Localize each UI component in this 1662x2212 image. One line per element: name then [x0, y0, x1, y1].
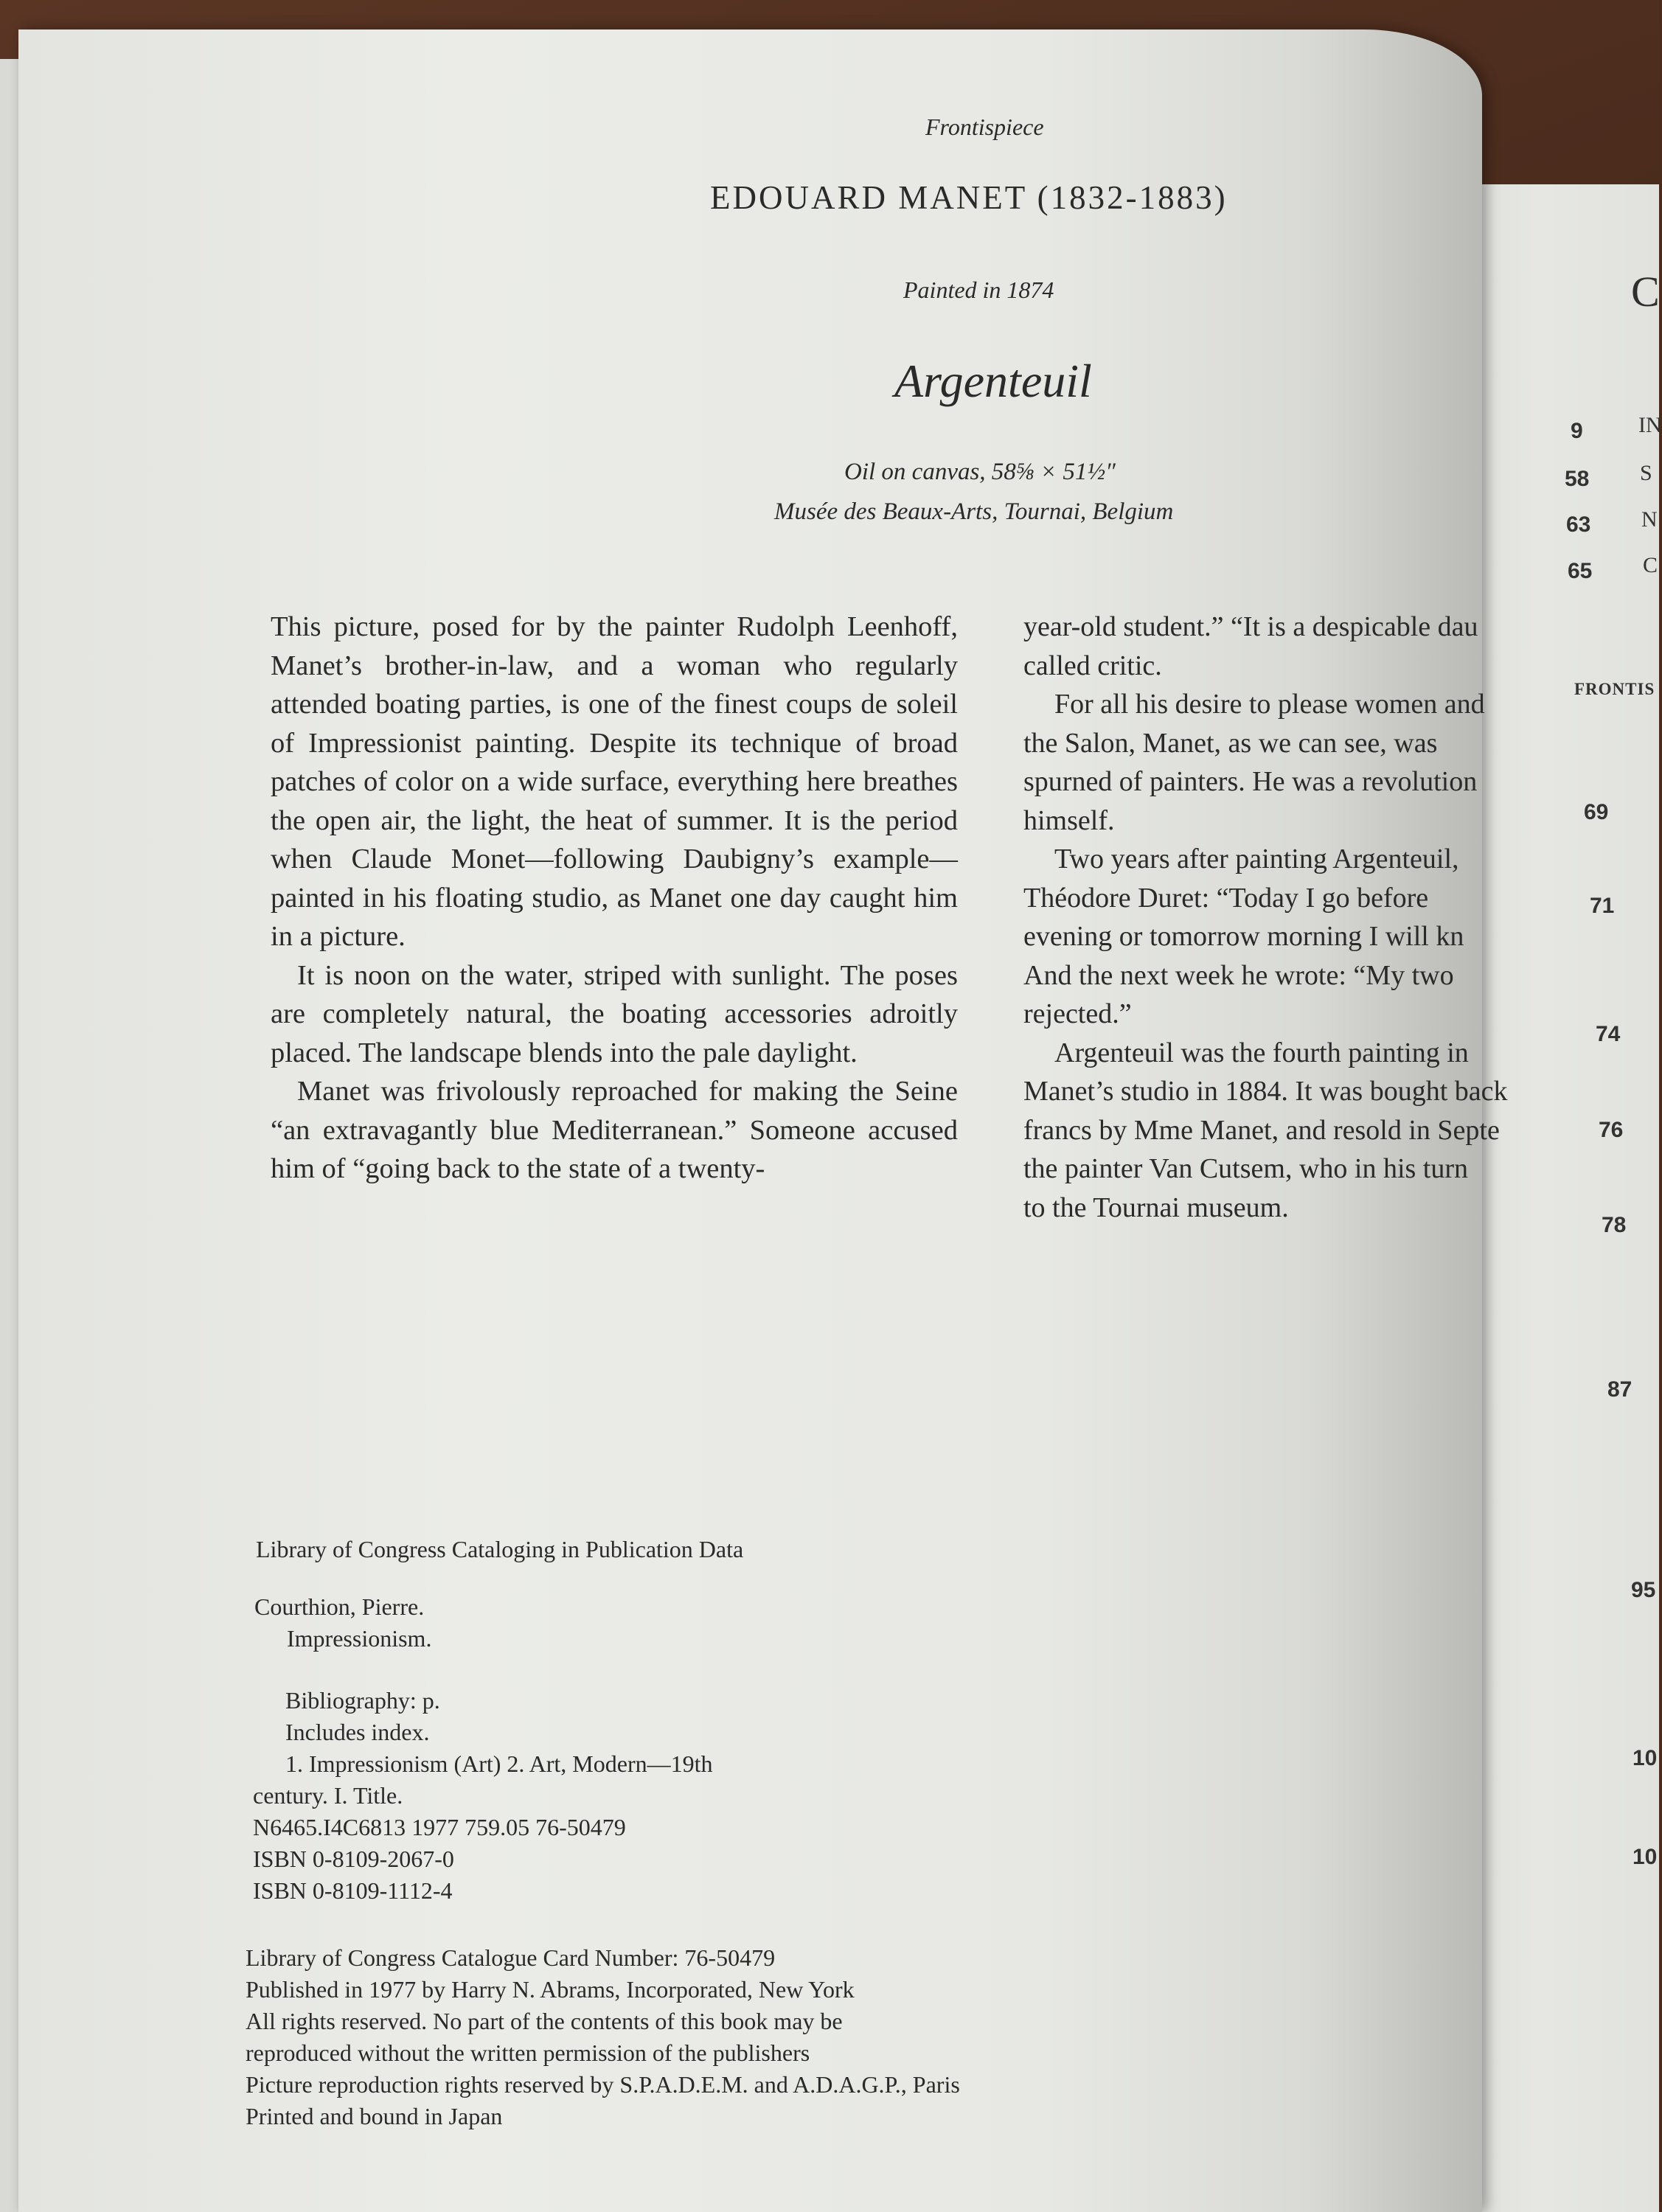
cip-line: Includes index.	[285, 1719, 430, 1745]
toc-entry-letter: IN	[1638, 413, 1662, 437]
artist-name: EDOUARD MANET (1832-1883)	[710, 179, 1228, 216]
book-page	[18, 29, 1508, 2212]
cip-line: century. I. Title.	[253, 1782, 403, 1809]
text-line: to the Tournai museum.	[1023, 1192, 1289, 1223]
text-line: Argenteuil was the fourth painting in	[1054, 1037, 1469, 1068]
publication-line: All rights reserved. No part of the contents of this book may be	[246, 2008, 843, 2034]
frontispiece-header: Frontispiece	[925, 114, 1044, 140]
text-line: evening or tomorrow morning I will kn	[1023, 921, 1464, 952]
painted-date: Painted in 1874	[903, 276, 1054, 303]
frontispiece-label: FRONTIS	[1574, 680, 1655, 698]
text-line: the painter Van Cutsem, who in his turn	[1023, 1153, 1469, 1184]
paragraph: It is noon on the water, striped with sunlight. The poses are completely natural, the boating accessories adroitly placed. The landscape blends into the pale daylight.	[271, 959, 958, 1068]
page-number: 74	[1596, 1022, 1621, 1046]
cip-line: ISBN 0-8109-1112-4	[253, 1877, 453, 1904]
text-line: For all his desire to please women and	[1054, 689, 1485, 720]
toc-number: 65	[1568, 559, 1593, 583]
page-number: 87	[1607, 1377, 1633, 1402]
cip-line: Bibliography: p.	[285, 1687, 440, 1714]
cip-author-block	[254, 1591, 431, 1655]
body-text-right-column	[1023, 608, 1508, 1227]
toc-number: 63	[1566, 512, 1591, 537]
text-line: himself.	[1023, 804, 1115, 836]
publication-info	[246, 1942, 960, 2132]
text-line: Manet’s studio in 1884. It was bought back	[1023, 1076, 1508, 1107]
toc-number: 58	[1565, 467, 1590, 491]
publication-line: Picture reproduction rights reserved by S.P.A.D.E.M. and A.D.A.G.P., Paris	[246, 2071, 960, 2098]
page-number: 10	[1633, 1746, 1658, 1770]
text-line: Two years after painting Argenteuil,	[1054, 844, 1459, 874]
paragraph: Manet was frivolously reproached for making the Seine “an extravagantly blue Mediterranean.” Someone accused him of “going back to the state of a twenty-	[271, 1076, 958, 1184]
text-line: And the next week he wrote: “My two	[1023, 959, 1454, 991]
page-number: 76	[1599, 1118, 1624, 1142]
cip-work-title: Impressionism.	[287, 1625, 432, 1652]
painting-location: Musée des Beaux-Arts, Tournai, Belgium	[774, 498, 1174, 525]
text-line: rejected.”	[1023, 998, 1132, 1029]
publication-line: Published in 1977 by Harry N. Abrams, Incorporated, New York	[246, 1976, 855, 2003]
painting-medium: Oil on canvas, 58⅝ × 51½″	[844, 459, 1116, 485]
publication-line: Library of Congress Catalogue Card Number: 76-50479	[246, 1944, 776, 1971]
page-number: 10	[1633, 1845, 1658, 1869]
right-page-heading-letter: C	[1631, 268, 1660, 316]
publication-line: Printed and bound in Japan	[246, 2103, 503, 2129]
toc-number: 9	[1571, 419, 1583, 443]
text-line: Théodore Duret: “Today I go before	[1023, 882, 1429, 914]
text-line: spurned of painters. He was a revolution	[1023, 766, 1478, 797]
cip-details	[253, 1685, 713, 1907]
cip-line: N6465.I4C6813 1977 759.05 76-50479	[253, 1814, 626, 1840]
page-number: 69	[1584, 800, 1609, 824]
body-text-left-column	[271, 608, 958, 1189]
paragraph: This picture, posed for by the painter Rudolph Leenhoff, Manet’s brother-in-law, and a woman who regularly attended boating parties, is one of the finest coups de soleil of Impressionist painting. Despite its technique of broad patches of color on a wide surface, everything here breathes the open air, the light, the heat of summer. It is the period when Claude Monet—following Daubigny’s example—painted in his floating studio, as Manet one day caught him in a picture.	[271, 611, 958, 952]
toc-entry-letter: C	[1643, 553, 1658, 577]
page-number: 78	[1602, 1213, 1627, 1237]
left-page-edge	[0, 59, 21, 2212]
painting-title: Argenteuil	[894, 355, 1092, 407]
publication-line: reproduced without the written permission of the publishers	[246, 2039, 810, 2066]
page-number: 71	[1590, 894, 1615, 918]
cip-heading: Library of Congress Cataloging in Publication Data	[256, 1536, 744, 1562]
text-line: year-old student.” “It is a despicable dau	[1023, 611, 1478, 642]
cip-line: ISBN 0-8109-2067-0	[253, 1846, 454, 1872]
toc-entry-letter: S	[1640, 461, 1652, 485]
text-line: francs by Mme Manet, and resold in Septe	[1023, 1114, 1500, 1146]
cip-line: 1. Impressionism (Art) 2. Art, Modern—19th	[285, 1750, 713, 1777]
toc-entry-letter: N	[1641, 507, 1658, 532]
cip-author: Courthion, Pierre.	[254, 1593, 425, 1620]
text-line: the Salon, Manet, as we can see, was	[1023, 727, 1438, 759]
page-number: 95	[1631, 1578, 1656, 1602]
text-line: called critic.	[1023, 650, 1162, 681]
